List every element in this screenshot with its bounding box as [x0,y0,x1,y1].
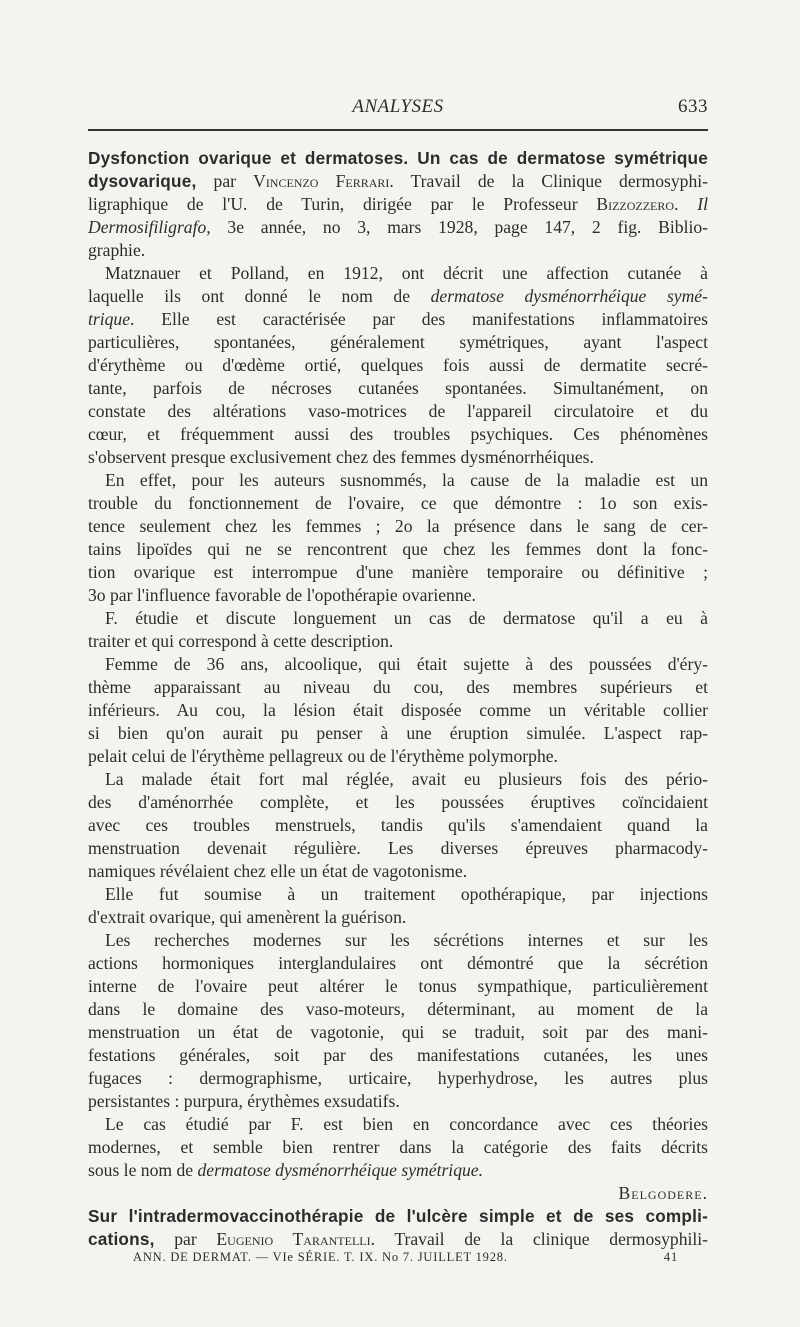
text-fragment: ligraphique de l'U. de Turin, dirigée par le Professeur [88,194,597,214]
text-fragment: . Elle est caractérisée par des manifestations inflammatoires [130,309,708,329]
author-signature: Belgodere. [618,1183,708,1203]
body-line: inférieurs. Au cou, la lésion était disposée comme un véritable collier [88,700,708,720]
article-title-bold: dysovarique, [88,171,197,191]
page-footer [133,1250,678,1268]
body-line: avec ces troubles menstruels, tandis qu'ils s'amendaient quand la [88,815,708,835]
director-name: Bizzozzero [596,194,675,214]
body-line: cœur, et fréquemment aussi des troubles psychiques. Ces phénomènes [88,424,708,444]
body-line: 3o par l'influence favorable de l'opothérapie ovarienne. [88,585,476,605]
body-line [88,285,708,308]
body-line: particulières, spontanées, généralement symétriques, ayant l'aspect [88,332,708,352]
body-line: constate des altérations vaso-motrices de l'appareil circulatoire et du [88,401,708,421]
body-line: modernes, et semble bien rentrer dans la catégorie des faits décrits [88,1137,708,1157]
citation-line [88,193,708,216]
body-line: actions hormoniques interglandulaires ont démontré que la sécrétion [88,953,708,973]
body-line: s'observent presque exclusivement chez des femmes dysménorrhéiques. [88,447,594,467]
author-name: Eugenio Tarantelli [216,1229,371,1249]
body-line: fugaces : dermographisme, urticaire, hyperhydrose, les autres plus [88,1068,708,1088]
body-line: menstruation devenait régulière. Les diverses épreuves pharmacody- [88,838,708,858]
text-fragment: laquelle ils ont donné le nom de [88,286,431,306]
body-line: menstruation un état de vagotonie, qui se traduit, soit par des mani- [88,1022,708,1042]
body-line [88,1159,708,1182]
body-line: dans le domaine des vaso-moteurs, déterminant, au moment de la [88,999,708,1019]
body-line [88,308,708,331]
author-name: Vincenzo Ferrari [253,171,390,191]
body-line: namiques révélaient chez elle un état de vagotonisme. [88,861,468,881]
body-line: d'extrait ovarique, qui amenèrent la guérison. [88,907,407,927]
text-fragment: . [674,194,698,214]
citation-line [88,216,708,239]
article-title-line [88,1228,708,1251]
disease-term: trique [88,309,131,329]
page-header [88,96,708,120]
body-line: si bien qu'on aurait pu penser à une éruption simulée. L'aspect rap- [88,723,708,743]
body-line: thème apparaissant au niveau du cou, des membres supérieurs et [88,677,708,697]
body-line: Femme de 36 ans, alcoolique, qui était sujette à des poussées d'éry- [105,654,708,674]
body-line: Elle fut soumise à un traitement opothérapique, par injections [105,884,708,904]
article-title-line [88,170,708,193]
body-line: traiter et qui correspond à cette description. [88,631,394,651]
text-fragment: . Travail de la clinique dermosyphili- [370,1229,709,1249]
header-rule [88,129,708,131]
text-fragment: sous le nom de [88,1160,198,1180]
body-line: festations générales, soit par des manifestations cutanées, les unes [88,1045,708,1065]
body-line: F. étudie et discute longuement un cas de dermatose qu'il a eu à [105,608,708,628]
body-line: persistantes : purpura, érythèmes exsudatifs. [88,1091,400,1111]
disease-term: dermatose dysménorrhéique symé- [430,286,708,306]
page-number: 633 [678,96,708,117]
body-line: tence seulement chez les femmes ; 2o la présence dans le sang de cer- [88,516,708,536]
journal-name: Dermosifiligrafo, [88,217,211,237]
article-title-line: Dysfonction ovarique et dermatoses. Un cas de dermatose symétrique [88,148,708,168]
text-fragment: 3e année, no 3, mars 1928, page 147, 2 fig. Biblio- [210,217,708,237]
article-title-bold: cations, [88,1229,155,1249]
body-line: En effet, pour les auteurs susnommés, la cause de la maladie est un [105,470,708,490]
body-line: des d'aménorrhée complète, et les poussées éruptives coïncidaient [88,792,708,812]
text-fragment: . Travail de la Clinique dermosyphi- [389,171,708,191]
body-line: La malade était fort mal réglée, avait eu plusieurs fois des pério- [105,769,708,789]
text-fragment: par [154,1229,217,1249]
body-line: Le cas étudié par F. est bien en concordance avec ces théories [105,1114,708,1134]
journal-reference: ANN. DE DERMAT. — VIe SÉRIE. T. IX. No 7. JUILLET 1928. [133,1250,508,1264]
disease-term: dermatose dysménorrhéique symétrique. [197,1160,483,1180]
body-line: tante, parfois de nécroses cutanées spontanées. Simultanément, on [88,378,708,398]
citation-line: graphie. [88,240,146,260]
body-line: Les recherches modernes sur les sécrétions internes et sur les [105,930,708,950]
article-title-line: Sur l'intradermovaccinothérapie de l'ulcère simple et de ses compli- [88,1206,708,1226]
body-line: Matznauer et Polland, en 1912, ont décrit une affection cutanée à [105,263,708,283]
body-line: trouble du fonctionnement de l'ovaire, ce que démontre : 1o son exis- [88,493,708,513]
journal-name: Il [697,194,708,214]
body-line: interne de l'ovaire peut altérer le tonus sympathique, particulièrement [88,976,708,996]
body-line: tion ovarique est interrompue d'une manière temporaire ou définitive ; [88,562,708,582]
body-line: pelait celui de l'érythème pellagreux ou de l'érythème polymorphe. [88,746,558,766]
sheet-number: 41 [663,1250,678,1264]
running-title: ANALYSES [352,96,444,117]
body-line: tains lipoïdes qui ne se rencontrent que chez les femmes dont la fonc- [88,539,708,559]
body-line: d'érythème ou d'œdème ortié, quelques fois aussi de dermatite secré- [88,355,708,375]
text-fragment: par [196,171,254,191]
